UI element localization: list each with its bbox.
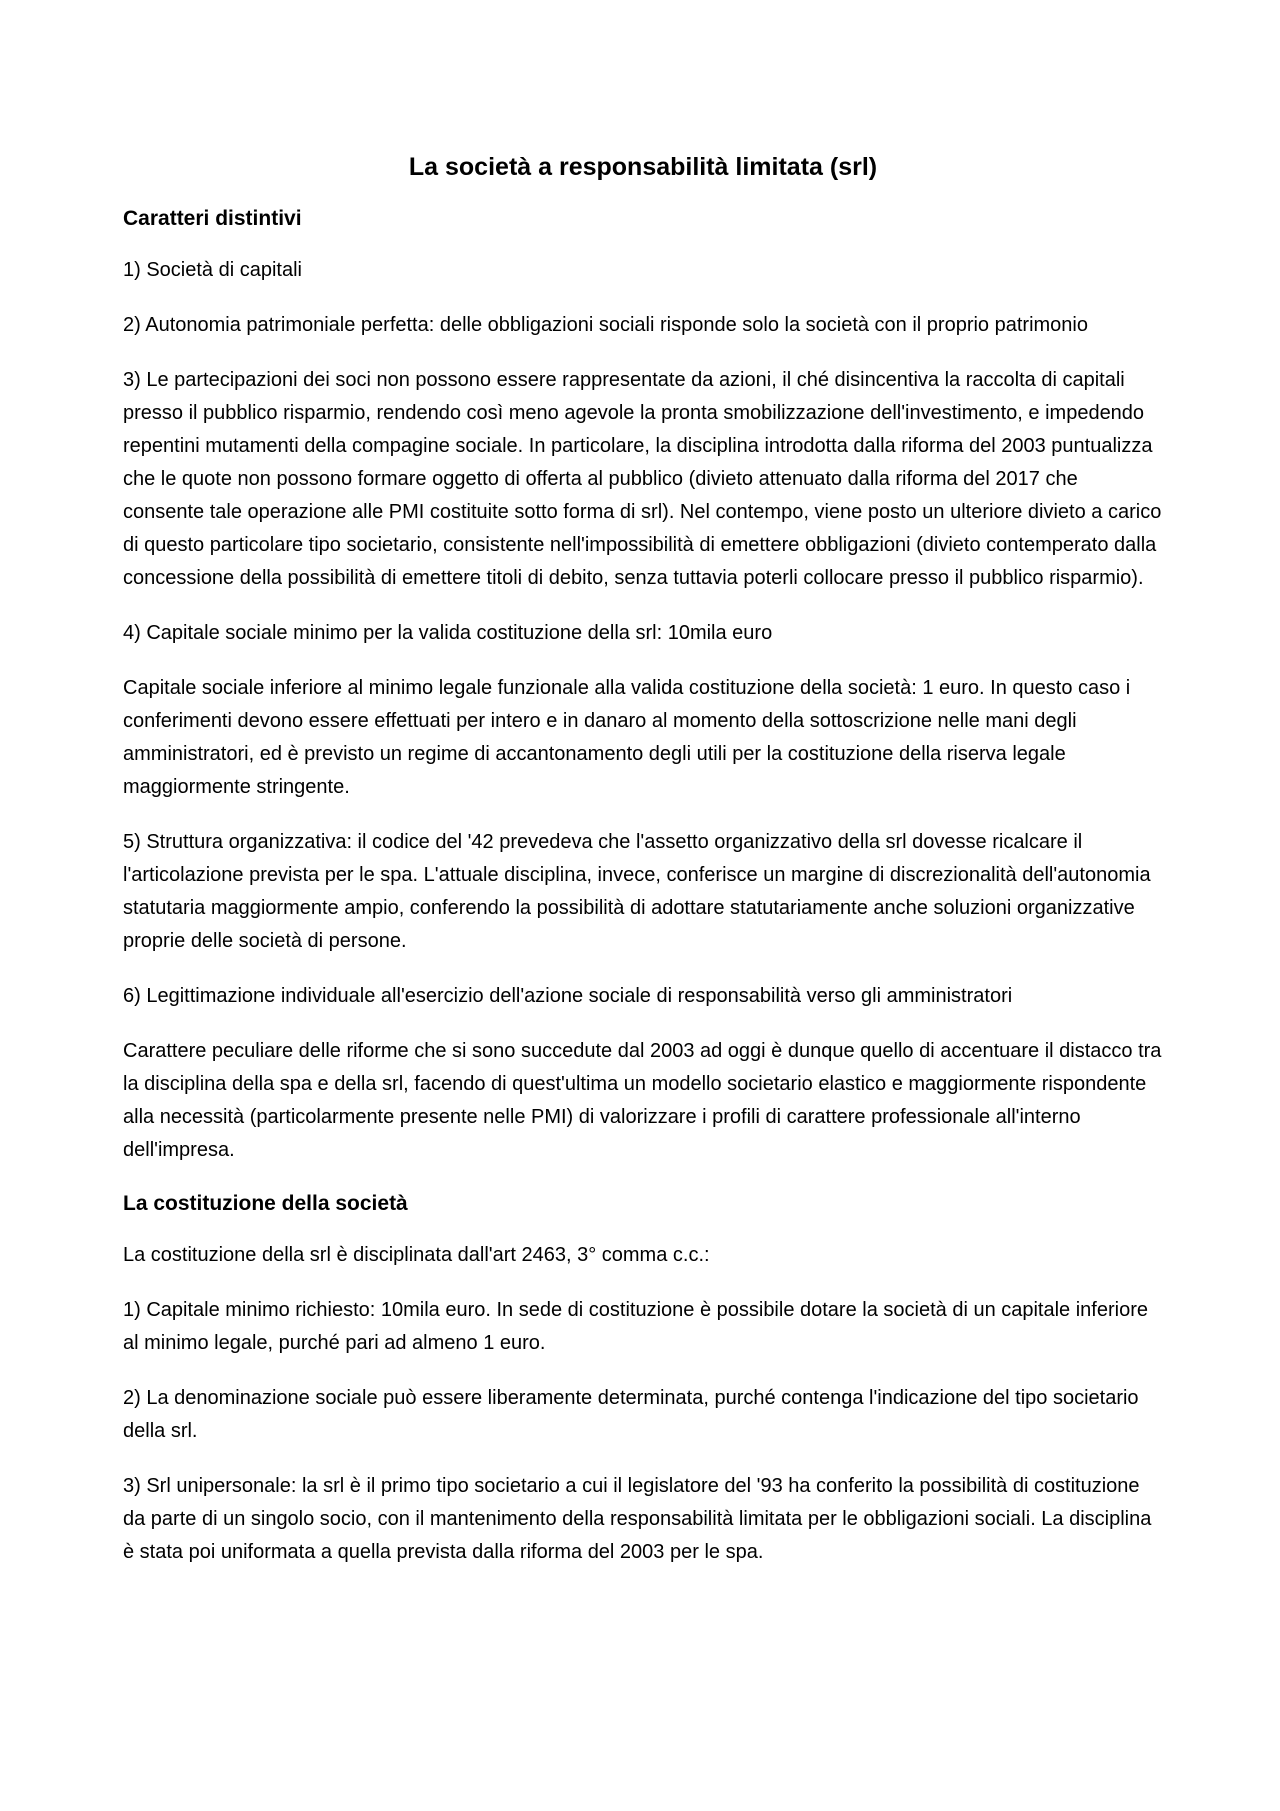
paragraph: 5) Struttura organizzativa: il codice del '42 prevedeva che l'assetto organizzativo della srl dovesse ricalcare il l'articolazione prevista per le spa. L'attuale disciplina, invece, conferisce un margine di discrezionalità dell'autonomia statutaria maggiormente ampio, conferendo la possibilità di adottare statutariamente anche soluzioni organizzative proprie delle società di persone. (123, 831, 1151, 952)
paragraph: 6) Legittimazione individuale all'esercizio dell'azione sociale di responsabilità verso gli amministratori (123, 985, 1013, 1007)
paragraph: 3) Srl unipersonale: la srl è il primo tipo societario a cui il legislatore del '93 ha conferito la possibilità di costituzione da parte di un singolo socio, con il mantenimento della responsabilità limitata per le obbligazioni sociali. La disciplina è stata poi uniformata a quella prevista dalla riforma del 2003 per le spa. (123, 1475, 1152, 1563)
paragraph: 2) Autonomia patrimoniale perfetta: delle obbligazioni sociali risponde solo la società con il proprio patrimonio (123, 314, 1088, 336)
paragraph: 3) Le partecipazioni dei soci non possono essere rappresentate da azioni, il ché disincentiva la raccolta di capitali presso il pubblico risparmio, rendendo così meno agevole la pronta smobilizzazione dell'investimento, e impedendo repentini mutamenti della compagine sociale. In particolare, la disciplina introdotta dalla riforma del 2003 puntualizza che le quote non possono formare oggetto di offerta al pubblico (divieto attenuato dalla riforma del 2017 che consente tale operazione alle PMI costituite sotto forma di srl). Nel contempo, viene posto un ulteriore divieto a carico di questo particolare tipo societario, consistente nell'impossibilità di emettere obbligazioni (divieto contemperato dalla concessione della possibilità di emettere titoli di debito, senza tuttavia poterli collocare presso il pubblico risparmio). (123, 369, 1162, 589)
paragraph: 2) La denominazione sociale può essere liberamente determinata, purché contenga l'indicazione del tipo societario della srl. (123, 1387, 1139, 1442)
document-title: La società a responsabilità limitata (srl) (408, 153, 878, 181)
document-page (123, 150, 1163, 1591)
paragraph: Capitale sociale inferiore al minimo legale funzionale alla valida costituzione della società: 1 euro. In questo caso i conferimenti devono essere effettuati per intero e in danaro al momento della sottoscrizione nelle mani degli amministratori, ed è previsto un regime di accantonamento degli utili per la costituzione della riserva legale maggiormente stringente. (123, 677, 1131, 798)
paragraph: 4) Capitale sociale minimo per la valida costituzione della srl: 10mila euro (123, 622, 773, 644)
paragraph: 1) Società di capitali (123, 259, 302, 281)
paragraph: La costituzione della srl è disciplinata dall'art 2463, 3° comma c.c.: (123, 1244, 710, 1266)
section-heading-caratteri: Caratteri distintivi (123, 207, 302, 230)
section-heading-costituzione: La costituzione della società (123, 1192, 408, 1215)
paragraph: Carattere peculiare delle riforme che si sono succedute dal 2003 ad oggi è dunque quello di accentuare il distacco tra la disciplina della spa e della srl, facendo di quest'ultima un modello societario elastico e maggiormente rispondente alla necessità (particolarmente presente nelle PMI) di valorizzare i profili di carattere professionale all'interno dell'impresa. (123, 1040, 1162, 1161)
paragraph: 1) Capitale minimo richiesto: 10mila euro. In sede di costituzione è possibile dotare la società di un capitale inferiore al minimo legale, purché pari ad almeno 1 euro. (123, 1299, 1148, 1354)
